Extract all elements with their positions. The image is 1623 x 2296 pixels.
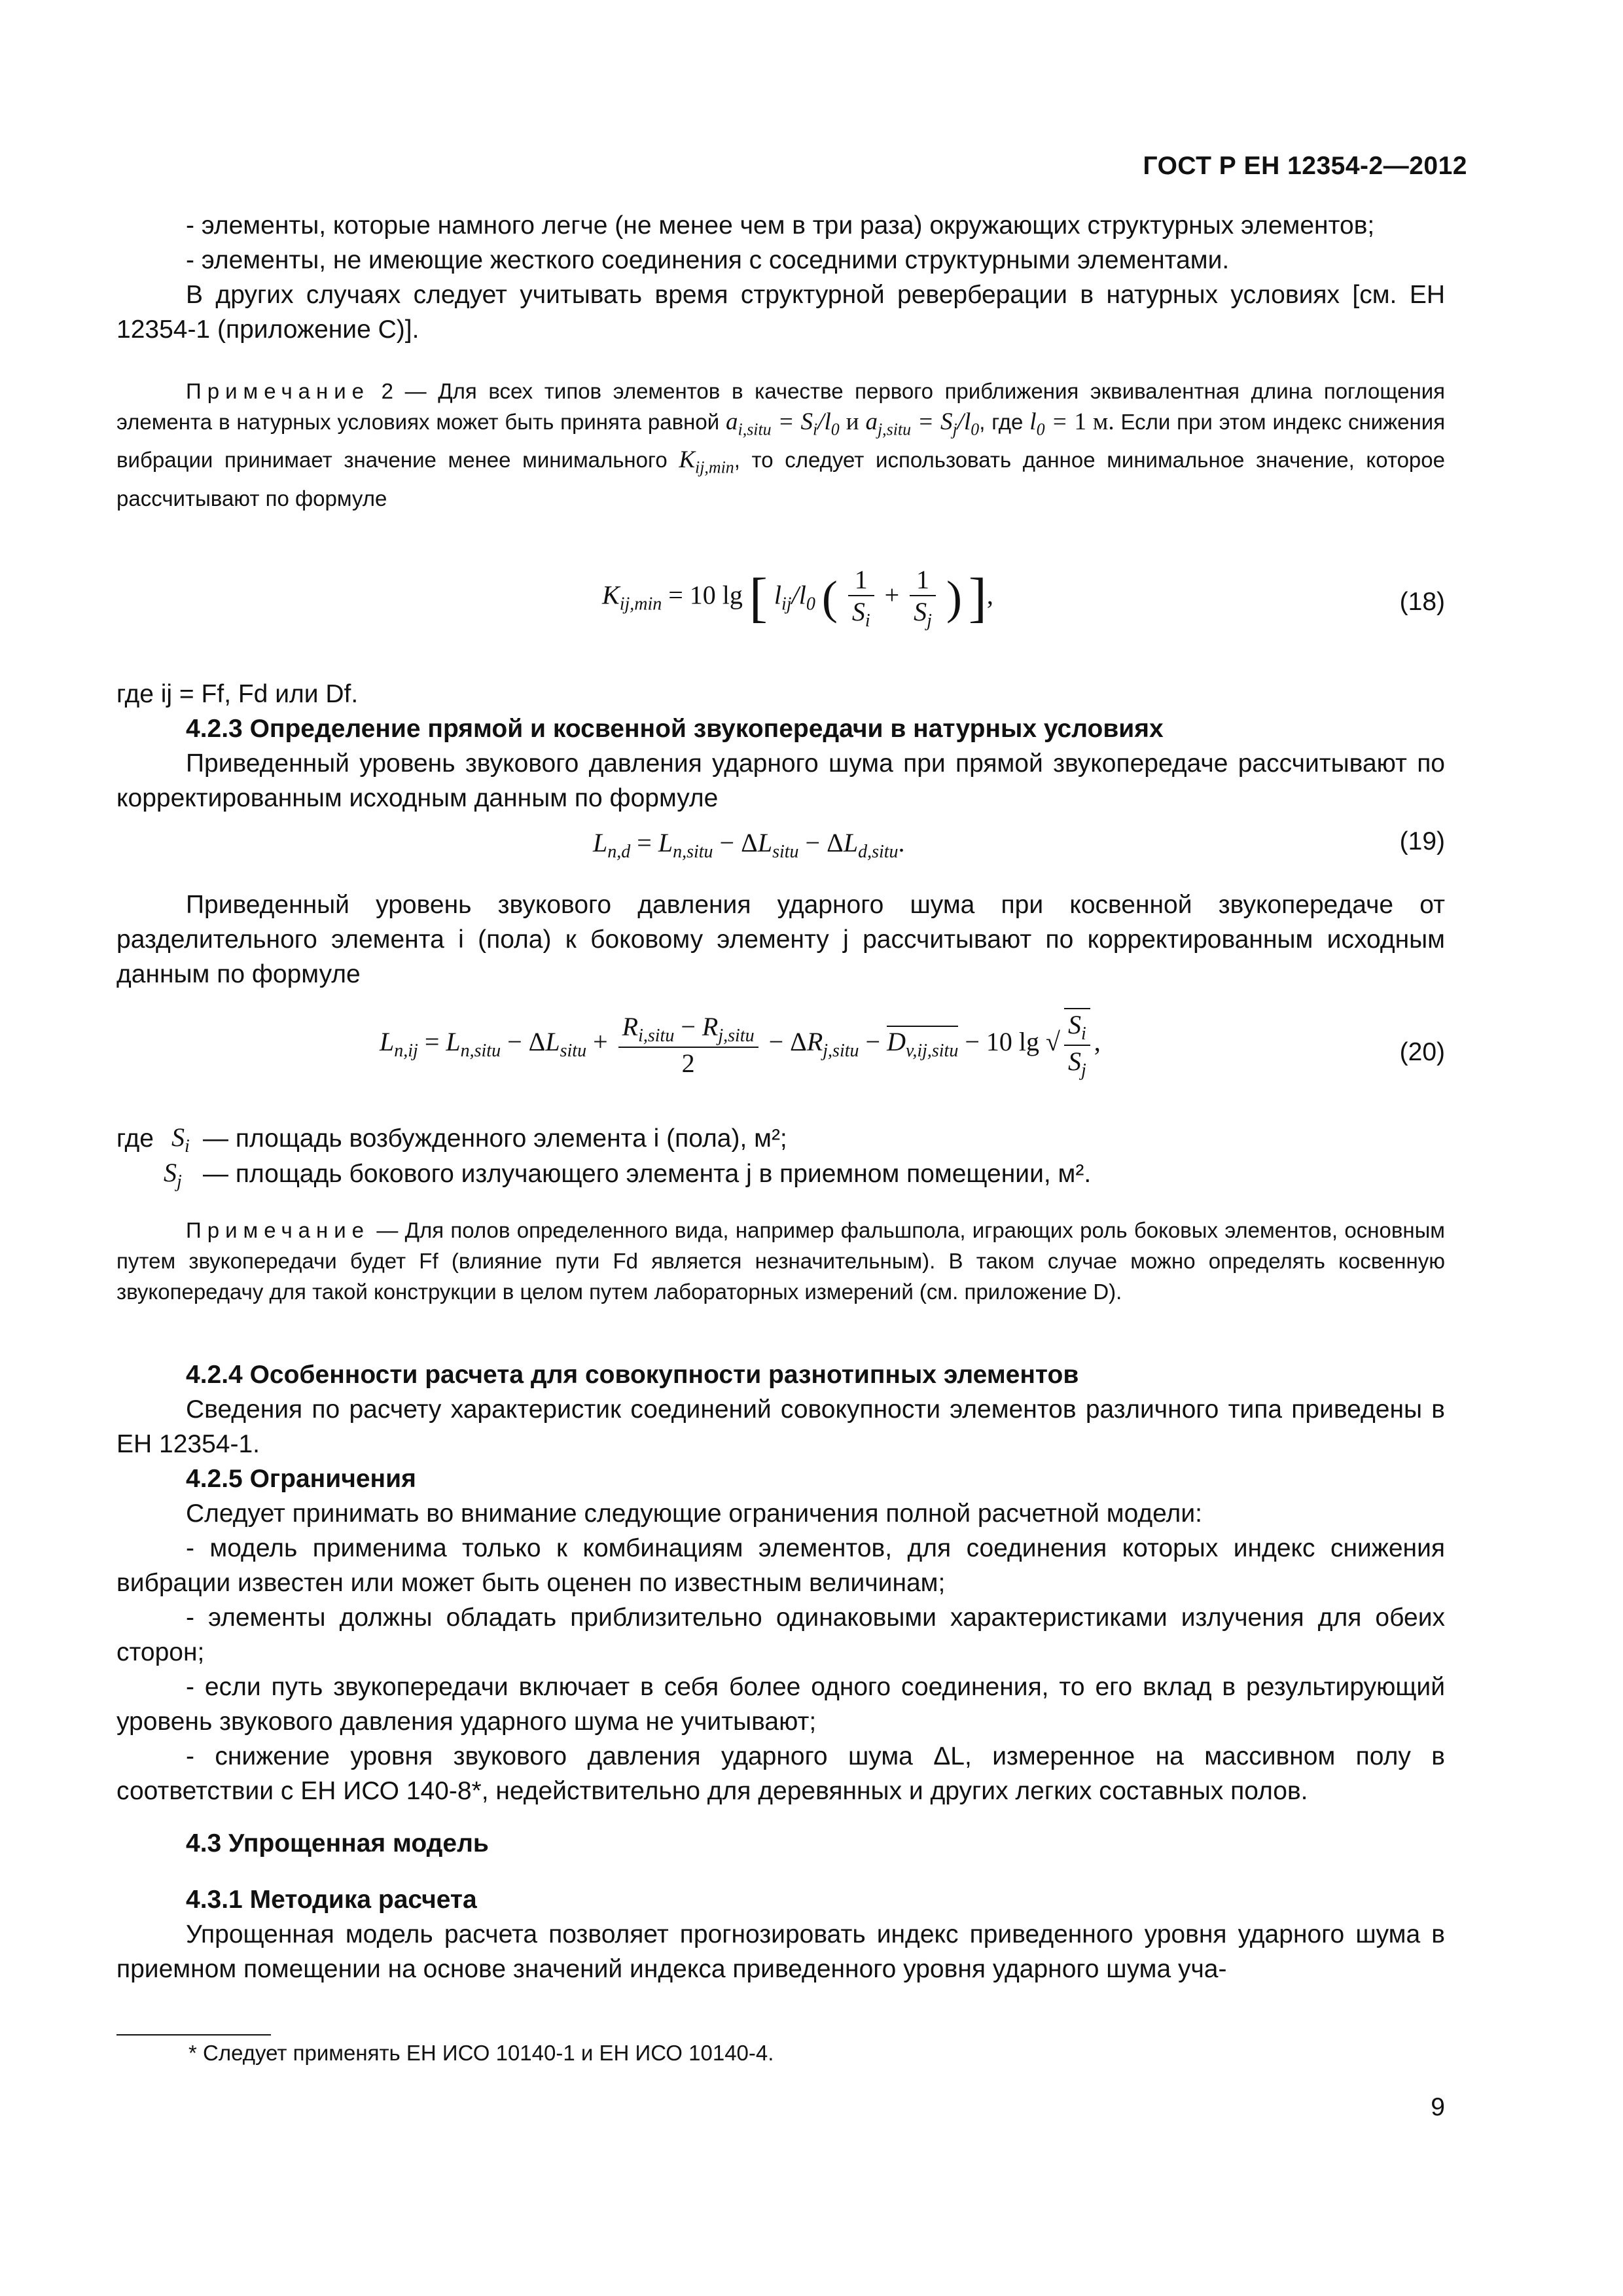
section-4-2-3-text: Приведенный уровень звукового давления ударного шума при прямой звукопередаче рассчитывают по корректированным исходным данным по формуле (116, 749, 1445, 812)
section-4-2-4-text: Сведения по расчету характеристик соединений совокупности элементов различного типа приведены в ЕН 12354-1. (116, 1395, 1445, 1458)
note-2-text-4: , то следует использовать данное минимальное значение, которое рассчитывают по формуле (116, 448, 1445, 511)
footnote-divider (116, 2034, 271, 2036)
section-4-2-5-title: 4.2.5 Ограничения (186, 1465, 416, 1493)
equation-number-19: (19) (1399, 827, 1445, 855)
equation-19: $L_{n,d} = L_{n,situ} - \Delta L_{situ} - \Delta L_{d,situ}$. (593, 828, 905, 862)
note-raised-floor (116, 1215, 1445, 1307)
note-2-text-2: , где (979, 410, 1024, 434)
list-item-light-elements: - элементы, которые намного легче (не менее чем в три раза) окружающих структурных элементов; (186, 211, 1375, 240)
reference-length-formula: $l_0 = 1$ м. (1029, 408, 1115, 439)
kij-min-symbol: $K_{ij,min}$ (679, 446, 734, 477)
section-4-3-1-text: Упрощенная модель расчета позволяет прогнозировать индекс приведенного уровня ударного шума в приемном помещении на основе значений индекса приведенного уровня ударного шума уча- (116, 1920, 1445, 1983)
equation-number-20: (20) (1399, 1038, 1445, 1066)
list-item-no-rigid-connection: - элементы, не имеющие жесткого соединения с соседними структурными элементами. (186, 246, 1230, 274)
section-4-3-title: 4.3 Упрощенная модель (186, 1829, 489, 1857)
si-description: — площадь возбужденного элемента i (пола), м²; (203, 1124, 787, 1153)
page-number: 9 (1431, 2093, 1445, 2121)
section-4-2-5-intro: Следует принимать во внимание следующие ограничения полной расчетной модели: (186, 1499, 1202, 1528)
section-4-2-3-title: 4.2.3 Определение прямой и косвенной звукопередачи в натурных условиях (186, 715, 1164, 743)
where-ij: где ij = Ff, Fd или Df. (116, 680, 359, 708)
where-label: где (116, 1124, 154, 1153)
footnote: * Следует применять ЕН ИСО 10140-1 и ЕН ИСО 10140-4. (188, 2041, 774, 2065)
note-2-text-1: 2 — Для всех типов элементов в качестве первого приближения эквивалентная длина поглощения элемента в натурных условиях может быть принята равной (116, 379, 1446, 434)
section-4-2-4-title: 4.2.4 Особенности расчета для совокупности разнотипных элементов (186, 1361, 1079, 1389)
limitation-item-4: - снижение уровня звукового давления ударного шума ΔL, измеренное на массивном полу в соответствии с ЕН ИСО 140-8*, недействительно для деревянных и других легких составных полов. (116, 1742, 1445, 1805)
section-4-3-1-title: 4.3.1 Методика расчета (186, 1886, 477, 1914)
si-symbol: $S_i$ (171, 1122, 190, 1157)
limitation-item-2: - элементы должны обладать приблизительно одинаковыми характеристиками излучения для обеих сторон; (116, 1604, 1445, 1666)
note-label-2: Примечание (186, 1218, 370, 1242)
paragraph-other-cases: В других случаях следует учитывать время структурной реверберации в натурных условиях [см. ЕН 12354-1 (приложение С)]. (116, 281, 1445, 344)
sj-symbol: $S_j$ (164, 1158, 182, 1192)
note-2-text-3: Если при этом индекс снижения вибрации принимает значение менее минимального (116, 410, 1446, 473)
note-label: Примечание (186, 379, 370, 403)
limitation-item-3: - если путь звукопередачи включает в себя более одного соединения, то его вклад в результирующий уровень звукового давления ударного шума не учитывают; (116, 1673, 1445, 1736)
document-header: ГОСТ Р ЕН 12354-2—2012 (1143, 152, 1467, 180)
equation-20: $L_{n,ij} = L_{n,situ} - \Delta L_{situ}$ + $\frac{R_{i,situ} - R_{j,situ}}{2}$ − $\Delta R_{j,situ} - D_{v,ij,situ} - 10$ lg √ $\frac{S_i}{S_j}$ , (380, 1008, 1101, 1081)
sj-description: — площадь бокового излучающего элемента j в приемном помещении, м². (203, 1160, 1092, 1188)
paragraph-flanking-transmission: Приведенный уровень звукового давления ударного шума при косвенной звукопередаче от разделительного элемента i (пола) к боковому элементу j рассчитывают по корректированным исходным данным по формуле (116, 891, 1445, 988)
note-raised-floor-text: — Для полов определенного вида, например фальшпола, играющих роль боковых элементов, основным путем звукопередачи будет Ff (влияние пути Fd является незначительным). В таком случае можно определять косвенную звукопередачу для такой конструкции в целом путем лабораторных измерений (см. приложение D). (116, 1218, 1445, 1304)
limitation-item-1: - модель применима только к комбинациям элементов, для соединения которых индекс снижения вибрации известен или может быть оценен по известным величинам; (116, 1534, 1445, 1597)
note-2 (116, 376, 1445, 514)
equation-18: $K_{ij,min} = 10$ lg [ $l_{ij}/l_0$ ( $\frac{1}{S_i}$ + $\frac{1}{S_j}$ ) ], (602, 565, 993, 631)
equation-number-18: (18) (1399, 588, 1445, 616)
absorption-length-formula: $a_{i,situ} = S_i/l_0$ и $a_{j,situ} = S_j/l_0$ (726, 408, 980, 439)
